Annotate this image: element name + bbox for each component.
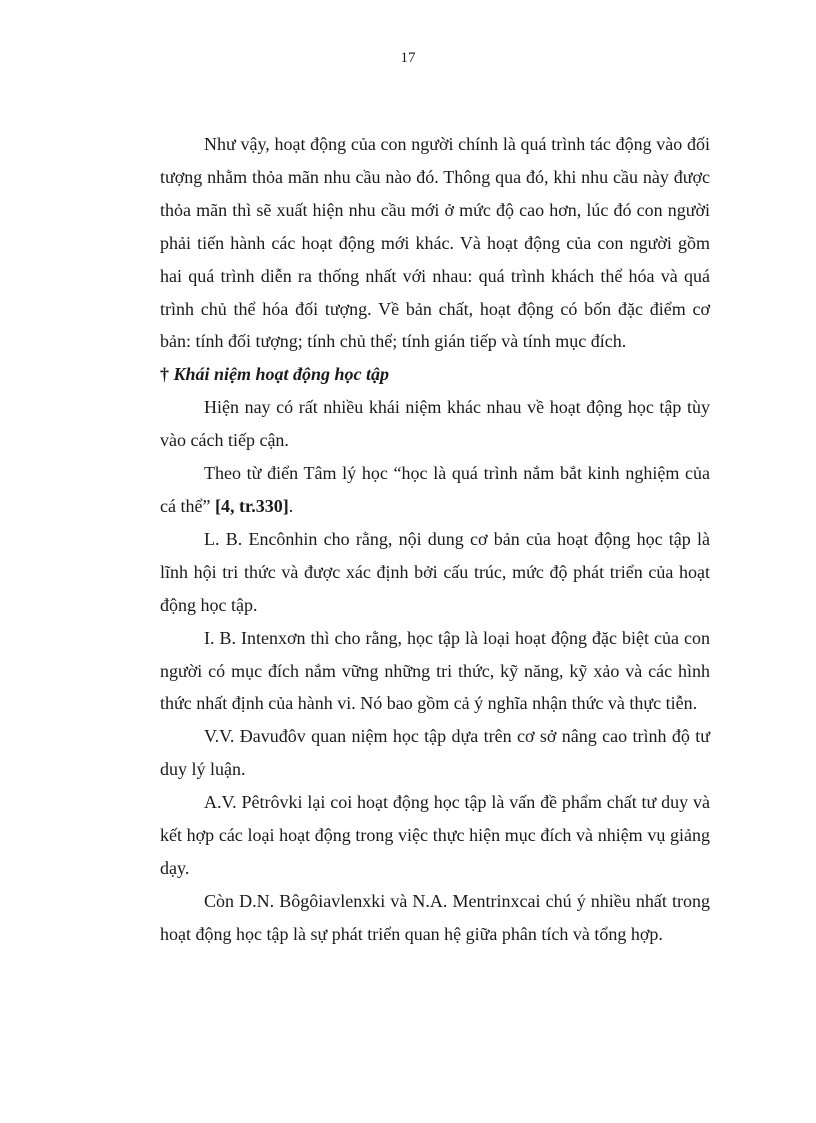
document-body <box>160 128 710 951</box>
dagger-marker: † <box>160 364 169 385</box>
paragraph-intenxon: I. B. Intenxơn thì cho rằng, học tập là loại hoạt động đặc biệt của con người có mục đích nắm vững những tri thức, kỹ năng, kỹ xảo và các hình thức nhất định của hành vi. Nó bao gồm cả ý nghĩa nhận thức và thực tiễn. <box>160 627 710 714</box>
section-heading-text: Khái niệm hoạt động học tập <box>173 364 390 385</box>
definition-text: Theo từ điển Tâm lý học “học là quá trình nắm bắt kinh nghiệm của cá thể” <box>160 463 710 516</box>
section-heading <box>160 358 710 391</box>
paragraph-petrovki: A.V. Pêtrôvki lại coi hoạt động học tập là vấn đề phẩm chất tư duy và kết hợp các loại hoạt động trong việc thực hiện mục đích và nhiệm vụ giảng dạy. <box>160 792 710 878</box>
paragraph-davudov: V.V. Đavuđôv quan niệm học tập dựa trên cơ sở nâng cao trình độ tư duy lý luận. <box>160 726 710 780</box>
paragraph-intro: Hiện nay có rất nhiều khái niệm khác nhau về hoạt động học tập tùy vào cách tiếp cận. <box>160 397 710 451</box>
definition-end: . <box>288 495 294 516</box>
citation: [4, tr.330] <box>214 495 289 516</box>
paragraph-activity-summary: Như vậy, hoạt động của con người chính là quá trình tác động vào đối tượng nhằm thỏa mãn nhu cầu nào đó. Thông qua đó, khi nhu cầu này được thỏa mãn thì sẽ xuất hiện nhu cầu mới ở mức độ cao hơn, lúc đó con người phải tiến hành các hoạt động mới khác. Và hoạt động của con người gồm hai quá trình diễn ra thống nhất với nhau: quá trình khách thể hóa và quá trình chủ thể hóa đối tượng. Về bản chất, hoạt động có bốn đặc điểm cơ bản: tính đối tượng; tính chủ thể; tính gián tiếp và tính mục đích. <box>160 134 710 352</box>
paragraph-dictionary-definition <box>160 457 710 523</box>
paragraph-bogoiavlenxki: Còn D.N. Bôgôiavlenxki và N.A. Mentrinxcai chú ý nhiều nhất trong hoạt động học tập là sự phát triển quan hệ giữa phân tích và tổng hợp. <box>160 890 710 944</box>
page-number: 17 <box>400 50 416 66</box>
paragraph-enconhin: L. B. Encônhin cho rằng, nội dung cơ bản của hoạt động học tập là lĩnh hội tri thức và được xác định bởi cấu trúc, mức độ phát triển của hoạt động học tập. <box>160 528 710 615</box>
